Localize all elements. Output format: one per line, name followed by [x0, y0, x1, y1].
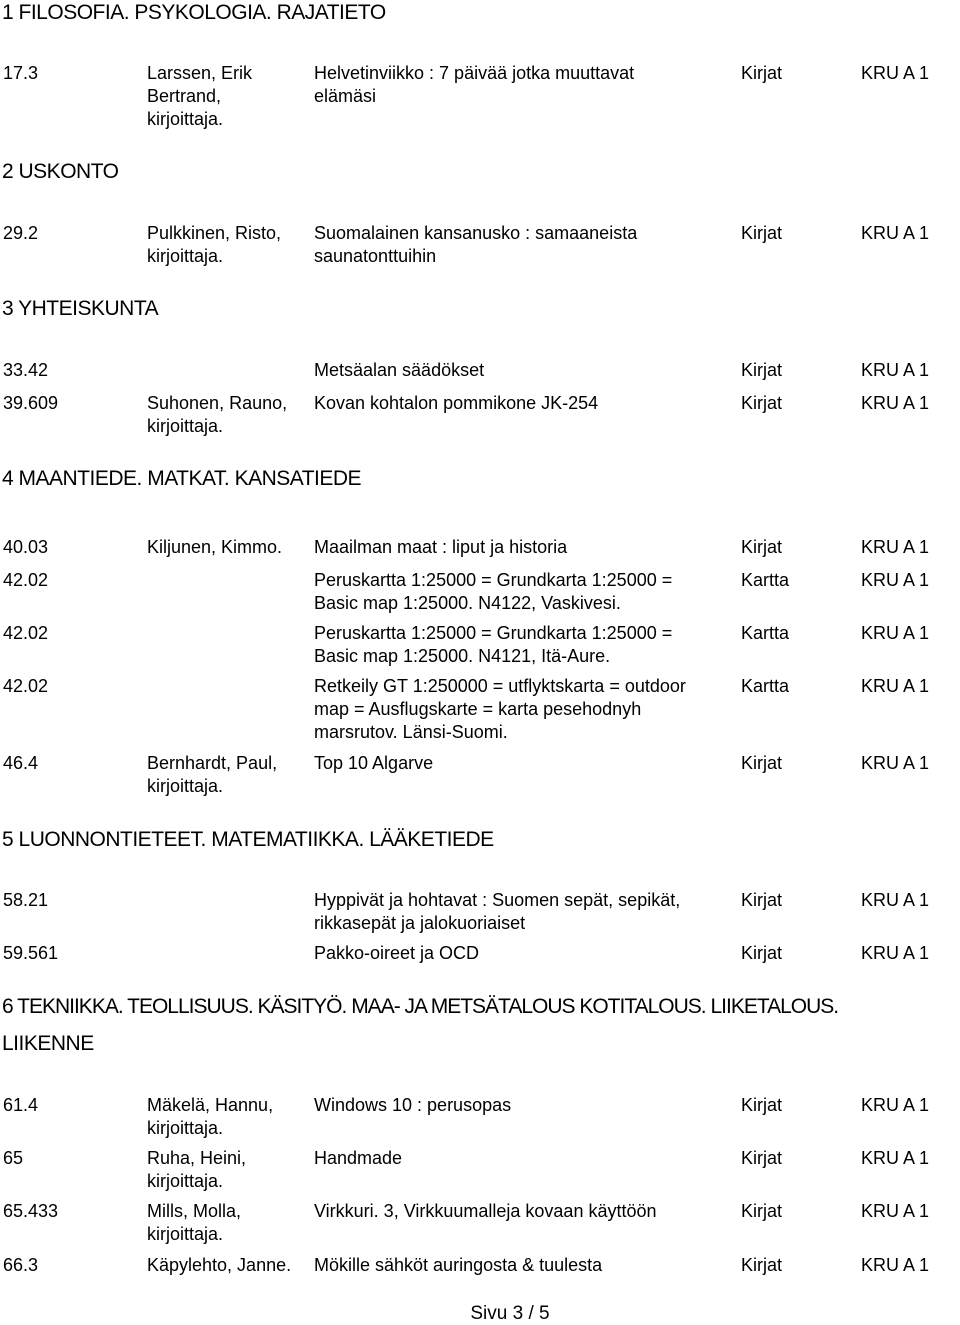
- title: Suomalainen kansanusko : samaaneista: [314, 223, 638, 243]
- material-type: Kartta: [741, 570, 790, 590]
- shelf-code: KRU A 1: [861, 570, 930, 590]
- author: Mäkelä, Hannu,: [147, 1095, 274, 1115]
- title: Mökille sähköt auringosta & tuulesta: [314, 1255, 603, 1275]
- footer-separator: /: [528, 1303, 534, 1324]
- title: Basic map 1:25000. N4122, Vaskivesi.: [314, 593, 621, 613]
- shelf-code: KRU A 1: [861, 1201, 930, 1221]
- shelf-code: KRU A 1: [861, 393, 930, 413]
- title: Hyppivät ja hohtavat : Suomen sepät, sepikät,: [314, 890, 681, 910]
- material-type: Kirjat: [741, 1148, 783, 1168]
- author: kirjoittaja.: [147, 1171, 224, 1191]
- class-number: 65.433: [3, 1201, 59, 1221]
- shelf-code: KRU A 1: [861, 753, 930, 773]
- section-heading: 5 LUONNONTIETEET. MATEMATIIKKA. LÄÄKETIEDE: [2, 828, 494, 851]
- class-number: 29.2: [3, 223, 39, 243]
- author: Ruha, Heini,: [147, 1148, 247, 1168]
- class-number: 65: [3, 1148, 24, 1168]
- material-type: Kirjat: [741, 360, 783, 380]
- author: Suhonen, Rauno,: [147, 393, 288, 413]
- material-type: Kirjat: [741, 943, 783, 963]
- section-heading-continued: LIIKENNE: [2, 1032, 94, 1055]
- author: kirjoittaja.: [147, 1224, 224, 1244]
- author: Mills, Molla,: [147, 1201, 242, 1221]
- shelf-code: KRU A 1: [861, 360, 930, 380]
- author: Pulkkinen, Risto,: [147, 223, 282, 243]
- section-heading: 6 TEKNIIKKA. TEOLLISUUS. KÄSITYÖ. MAA- JA METSÄTALOUS KOTITALOUS. LIIKETALOUS.: [2, 995, 839, 1018]
- material-type: Kirjat: [741, 890, 783, 910]
- class-number: 61.4: [3, 1095, 39, 1115]
- shelf-code: KRU A 1: [861, 63, 930, 83]
- shelf-code: KRU A 1: [861, 223, 930, 243]
- title: Basic map 1:25000. N4121, Itä-Aure.: [314, 646, 611, 666]
- title: Peruskartta 1:25000 = Grundkarta 1:25000 =: [314, 623, 673, 643]
- class-number: 17.3: [3, 63, 39, 83]
- title: saunatonttuihin: [314, 246, 437, 266]
- footer-current-page: 3: [512, 1303, 524, 1324]
- material-type: Kirjat: [741, 753, 783, 773]
- section-heading: 4 MAANTIEDE. MATKAT. KANSATIEDE: [2, 467, 362, 490]
- page-footer: [0, 1303, 960, 1325]
- shelf-code: KRU A 1: [861, 537, 930, 557]
- shelf-code: KRU A 1: [861, 676, 930, 696]
- shelf-code: KRU A 1: [861, 1255, 930, 1275]
- class-number: 42.02: [3, 623, 49, 643]
- title: Peruskartta 1:25000 = Grundkarta 1:25000 =: [314, 570, 673, 590]
- title: Maailman maat : liput ja historia: [314, 537, 568, 557]
- class-number: 46.4: [3, 753, 39, 773]
- title: rikkasepät ja jalokuoriaiset: [314, 913, 526, 933]
- title: Helvetinviikko : 7 päivää jotka muuttavat: [314, 63, 635, 83]
- class-number: 39.609: [3, 393, 59, 413]
- class-number: 66.3: [3, 1255, 39, 1275]
- title: Handmade: [314, 1148, 403, 1168]
- section-heading: 1 FILOSOFIA. PSYKOLOGIA. RAJATIETO: [2, 1, 386, 24]
- class-number: 42.02: [3, 676, 49, 696]
- class-number: 33.42: [3, 360, 49, 380]
- section-heading: 3 YHTEISKUNTA: [2, 297, 159, 320]
- author: Bernhardt, Paul,: [147, 753, 278, 773]
- title: Windows 10 : perusopas: [314, 1095, 512, 1115]
- title: Metsäalan säädökset: [314, 360, 485, 380]
- class-number: 42.02: [3, 570, 49, 590]
- material-type: Kirjat: [741, 223, 783, 243]
- shelf-code: KRU A 1: [861, 890, 930, 910]
- title: elämäsi: [314, 86, 377, 106]
- class-number: 59.561: [3, 943, 59, 963]
- author: Käpylehto, Janne.: [147, 1255, 292, 1275]
- material-type: Kirjat: [741, 1201, 783, 1221]
- material-type: Kartta: [741, 676, 790, 696]
- author: kirjoittaja.: [147, 109, 224, 129]
- author: kirjoittaja.: [147, 776, 224, 796]
- title: Virkkuri. 3, Virkkuumalleja kovaan käyttöön: [314, 1201, 657, 1221]
- title: Pakko-oireet ja OCD: [314, 943, 480, 963]
- class-number: 58.21: [3, 890, 49, 910]
- author: kirjoittaja.: [147, 416, 224, 436]
- title: map = Ausflugskarte = karta pesehodnyh: [314, 699, 642, 719]
- footer-total-pages: 5: [539, 1303, 550, 1324]
- material-type: Kirjat: [741, 63, 783, 83]
- title: Top 10 Algarve: [314, 753, 434, 773]
- material-type: Kartta: [741, 623, 790, 643]
- title: Kovan kohtalon pommikone JK-254: [314, 393, 599, 413]
- title: marsrutov. Länsi-Suomi.: [314, 722, 508, 742]
- author: kirjoittaja.: [147, 246, 224, 266]
- author: Kiljunen, Kimmo.: [147, 537, 283, 557]
- author: Bertrand,: [147, 86, 222, 106]
- footer-page-label: Sivu: [470, 1303, 508, 1324]
- material-type: Kirjat: [741, 393, 783, 413]
- shelf-code: KRU A 1: [861, 623, 930, 643]
- shelf-code: KRU A 1: [861, 1148, 930, 1168]
- section-heading: 2 USKONTO: [2, 160, 119, 183]
- material-type: Kirjat: [741, 1255, 783, 1275]
- shelf-code: KRU A 1: [861, 943, 930, 963]
- shelf-code: KRU A 1: [861, 1095, 930, 1115]
- author: Larssen, Erik: [147, 63, 253, 83]
- material-type: Kirjat: [741, 1095, 783, 1115]
- author: kirjoittaja.: [147, 1118, 224, 1138]
- material-type: Kirjat: [741, 537, 783, 557]
- class-number: 40.03: [3, 537, 49, 557]
- title: Retkeily GT 1:250000 = utflyktskarta = outdoor: [314, 676, 686, 696]
